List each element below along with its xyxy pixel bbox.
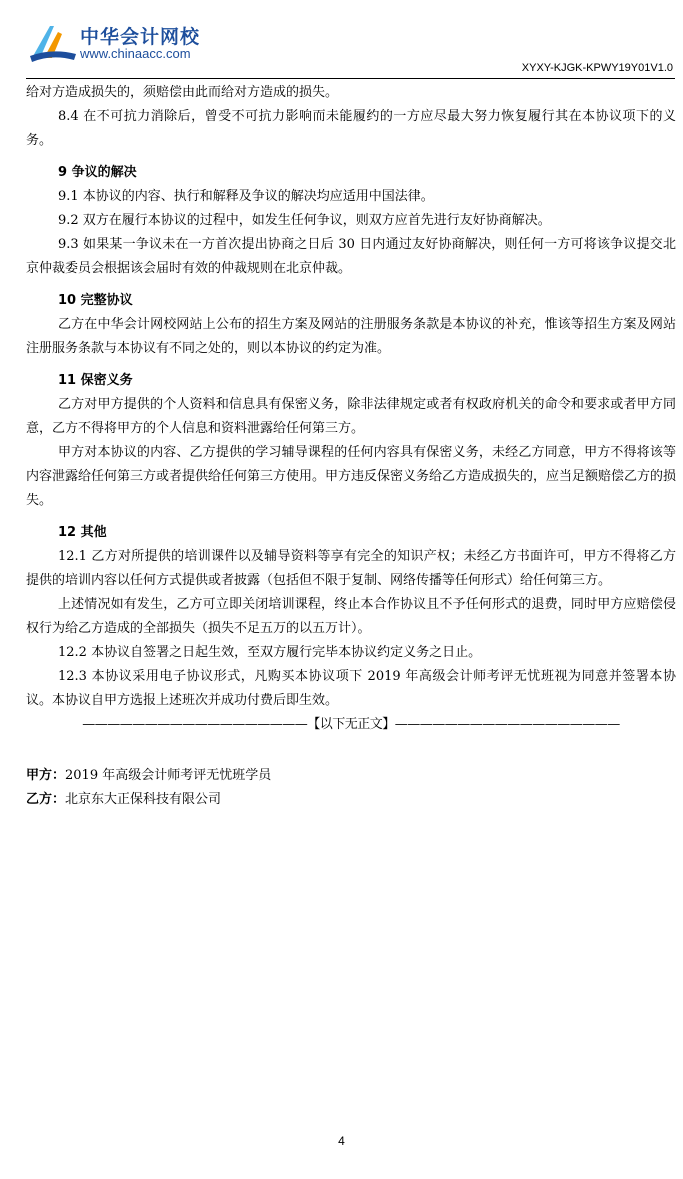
signature-block: [26, 764, 271, 812]
clause-11-a: 乙方对甲方提供的个人资料和信息具有保密义务，除非法律规定或者有权政府机关的命令和要求或者甲方同意，乙方不得将甲方的个人信息和资料泄露给任何第三方。: [26, 397, 676, 436]
section-heading-12: 12 其他: [58, 525, 107, 540]
section-heading-11: 11 保密义务: [58, 373, 133, 388]
document-code: XYXY-KJGK-KPWY19Y01V1.0: [521, 62, 673, 74]
party-a-value: 2019 年高级会计师考评无忧班学员: [65, 768, 272, 783]
section-heading-9: 9 争议的解决: [58, 165, 137, 180]
party-b-value: 北京东大正保科技有限公司: [65, 792, 222, 807]
party-b-label: 乙方：: [26, 792, 66, 807]
clause-12-1-continued: 上述情况如有发生，乙方可立即关闭培训课程，终止本合作协议且不予任何形式的退费，同时甲方应赔偿侵权行为给乙方造成的全部损失（损失不足五万的以五万计）。: [26, 597, 676, 636]
clause-9-1: 9.1 本协议的内容、执行和解释及争议的解决均应适用中国法律。: [58, 189, 434, 204]
brand-url: www.chinaacc.com: [80, 46, 191, 61]
end-of-text-line: ——————————————————【以下无正文】——————————————————: [82, 717, 620, 732]
party-a-line: [26, 764, 271, 788]
document-body: [26, 81, 676, 737]
clause-9-2: 9.2 双方在履行本协议的过程中，如发生任何争议，则双方应首先进行友好协商解决。: [58, 213, 551, 228]
party-b-line: [26, 788, 271, 812]
clause-11-b: 甲方对本协议的内容、乙方提供的学习辅导课程的任何内容具有保密义务，未经乙方同意，甲方不得将该等内容泄露给任何第三方或者提供给任何第三方使用。甲方违反保密义务给乙方造成损失的，应当足额赔偿乙方的损失。: [26, 445, 677, 508]
party-a-label: 甲方：: [26, 768, 66, 783]
brand-name: 中华会计网校: [80, 26, 201, 48]
paragraph-continued: 给对方造成损失的，须赔偿由此而给对方造成的损失。: [26, 85, 339, 100]
clause-12-1: 12.1 乙方对所提供的培训课件以及辅导资料等享有完全的知识产权；未经乙方书面许可，甲方不得将乙方提供的培训内容以任何方式提供或者披露（包括但不限于复制、网络传播等任何形式）给任何第三方。: [26, 549, 676, 588]
page-number: 4: [338, 1134, 345, 1148]
section-heading-10: 10 完整协议: [58, 293, 133, 308]
clause-12-3: 12.3 本协议采用电子协议形式，凡购买本协议项下 2019 年高级会计师考评无忧班视为同意并签署本协议。本协议自甲方选报上述班次并成功付费后即生效。: [26, 669, 676, 708]
chinaacc-logo-icon: [28, 20, 78, 64]
clause-12-2: 12.2 本协议自签署之日起生效，至双方履行完毕本协议约定义务之日止。: [58, 645, 482, 660]
clause-9-3: 9.3 如果某一争议未在一方首次提出协商之日后 30 日内通过友好协商解决，则任何一方可将该争议提交北京仲裁委员会根据该会届时有效的仲裁规则在北京仲裁。: [26, 237, 676, 276]
header-divider: [26, 78, 675, 79]
page-header: [0, 0, 683, 80]
clause-8-4: 8.4 在不可抗力消除后，曾受不可抗力影响而未能履约的一方应尽最大努力恢复履行其在本协议项下的义务。: [26, 109, 676, 148]
clause-10: 乙方在中华会计网校网站上公布的招生方案及网站的注册服务条款是本协议的补充，惟该等招生方案及网站注册服务条款与本协议有不同之处的，则以本协议的约定为准。: [26, 317, 676, 356]
